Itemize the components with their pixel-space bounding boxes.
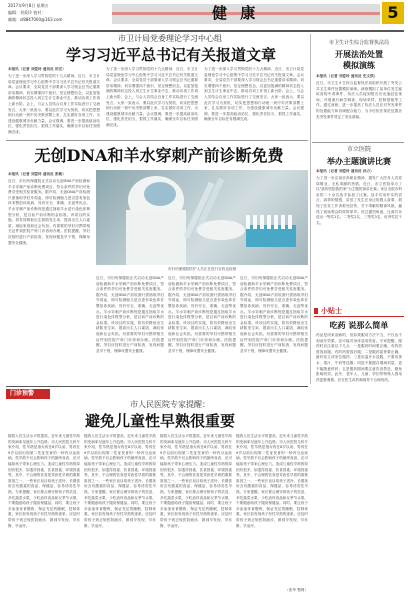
tip-marker-icon [314,308,318,314]
tip-label-box [314,306,404,317]
sidebar-a-headline-2: 模拟演练 [343,60,375,70]
bottom-headline: 避免儿童性早熟很重要 [84,412,235,430]
sidebar-b-body: 为了进一步弘扬崇高职业精神，激发广大医务人员爱岗敬业、无私奉献的热情，近日，市立医院举办了以"我的医院我的家"为主题的演讲比赛。来自全院各科室的二十余名选手参加了比赛。选手们用朴实的语言、真挚的情感，讲述了发生在身边的感人故事，展现了医务工作者救死扶伤、甘于奉献的精神风貌，赢得了现场观众的阵阵掌声。经过激烈角逐，比赛共评选出一等奖1名、二等奖2名、三等奖3名、优秀奖若干名。 [316,176,402,225]
section-title: 健 康 [212,4,260,22]
editor-line: 编辑：刘爱玲 校对： [8,10,46,15]
tip-headline: 吃药 说那么简单 [329,320,389,330]
article2-photo-caption: 市妇幼保健院医护人员正在进行实验室检测 [167,267,237,271]
tip-label: 小贴士 [321,307,342,315]
bottom-body-col3: 随着人们生活水平的提高，近年来儿童性早熟的发病率呈逐年上升趋势。市人民医院儿科专家介绍，性早熟是指女孩在8岁以前、男孩在9岁以前出现第二性征发育的一种内分泌疾病。性早熟不仅会影响孩子的最终身高，还可能给孩子带来心理压力。造成儿童性早熟的原因有很多，如遗传因素、饮食因素、环境因素等。其中，不合理的饮食是导致性早熟的重要原因之一。一些家长盲目给孩子进补，长期食用含有激素的食品、保健品，容易诱发性早熟。专家提醒，家长要合理安排孩子的饮食，多吃蔬菜水果，少吃油炸食品和反季节水果，不要随意给孩子服用保健品。同时，要让孩子多参加体育锻炼，保证充足的睡眠，控制体重。家长如发现孩子有性早熟的迹象，应及时带孩子到正规医院就诊，做到早发现、早诊断、早治疗。 [160,434,232,528]
masthead [0,0,408,32]
sidebar-b-kicker: 市立医院 [346,146,371,153]
email-line: 邮箱：sl8847000@163.com [8,17,63,22]
sidebar-a-headline-1: 开展法治处置 [335,49,383,59]
sidebar-a-byline: 本报讯（记者 刘爱玲 通讯员 史文凯） [316,74,378,78]
bottom-body-col4: 随着人们生活水平的提高，近年来儿童性早熟的发病率呈逐年上升趋势。市人民医院儿科专家介绍，性早熟是指女孩在8岁以前、男孩在9岁以前出现第二性征发育的一种内分泌疾病。性早熟不仅会影响孩子的最终身高，还可能给孩子带来心理压力。造成儿童性早熟的原因有很多，如遗传因素、饮食因素、环境因素等。其中，不合理的饮食是导致性早熟的重要原因之一。一些家长盲目给孩子进补，长期食用含有激素的食品、保健品，容易诱发性早熟。专家提醒，家长要合理安排孩子的饮食，多吃蔬菜水果，少吃油炸食品和反季节水果，不要随意给孩子服用保健品。同时，要让孩子多参加体育锻炼，保证充足的睡眠，控制体重。家长如发现孩子有性早熟的迹象，应及时带孩子到正规医院就诊，做到早发现、早诊断、早治疗。 [236,434,308,528]
article2-photo [96,170,308,265]
bottom-section-label: 门诊预警 [10,390,35,397]
bottom-body-col1: 随着人们生活水平的提高，近年来儿童性早熟的发病率呈逐年上升趋势。市人民医院儿科专家介绍，性早熟是指女孩在8岁以前、男孩在9岁以前出现第二性征发育的一种内分泌疾病。性早熟不仅会影响孩子的最终身高，还可能给孩子带来心理压力。造成儿童性早熟的原因有很多，如遗传因素、饮食因素、环境因素等。其中，不合理的饮食是导致性早熟的重要原因之一。一些家长盲目给孩子进补，长期食用含有激素的食品、保健品，容易诱发性早熟。专家提醒，家长要合理安排孩子的饮食，多吃蔬菜水果，少吃油炸食品和反季节水果，不要随意给孩子服用保健品。同时，要让孩子多参加体育锻炼，保证充足的睡眠，控制体重。家长如发现孩子有性早熟的迹象，应及时带孩子到正规医院就诊，做到早发现、早诊断、早治疗。 [8,434,80,528]
sidebar-a-kicker: 市卫生计生综合监督执法局 [328,40,389,46]
bottom-editor: （张华 整理） [285,588,308,592]
divider-1 [6,140,308,141]
article1-byline: 本报讯（记者 刘爱玲 通讯员 田宏） [8,67,66,71]
tip-body: 药品是用来治病的，但如果服用方法不当，不仅达不到治疗效果，还可能对身体造成伤害。专家提醒，服药时应注意以下几点：一是服药时间要正确，有的药需饭前服，有的药需饭后服；二是服药姿势要正确，最好站立或坐位服药；三是用温开水送服，不要用茶水、果汁、牛奶等送服；四是不要擅自增减剂量，更不能随意停药；五是服药期间要注意饮食禁忌，避免影响药效。此外，老年人、儿童、孕妇等特殊人群用药更要谨慎，应在医生或药师指导下合理用药。 [316,333,402,382]
article2-headline: 无创DNA和羊水穿刺产前诊断免费 [34,146,284,165]
article1-kicker: 市卫计局党委理论学习中心组 [118,34,222,43]
masthead-rule [6,30,404,32]
article2-body-col4: 近日，市妇幼保健院正式启动无创DNA产前检测和羊水穿刺产前诊断免费项目，符合条件的孕妇可免费享受相关检查服务。据介绍，无创DNA产前检测只需抽取孕妇外周血，即可检测胎儿是否患有染色体非整倍体疾病，具有安全、准确、无创等优点。羊水穿刺产前诊断则是通过抽取羊水进行染色体核型分析，是目前产前诊断的金标准。该项目的实施，将有效降低出生缺陷发生率，提高出生人口素质，减轻家庭和社会负担。有需要的孕妇可携带相关证件到医院产科门诊咨询办理。医院提醒，孕妇应按时进行产前检查，发现问题及早干预，保障母婴安全健康。 [240,276,308,353]
article2-body-col2: 近日，市妇幼保健院正式启动无创DNA产前检测和羊水穿刺产前诊断免费项目，符合条件的孕妇可免费享受相关检查服务。据介绍，无创DNA产前检测只需抽取孕妇外周血，即可检测胎儿是否患有染色体非整倍体疾病，具有安全、准确、无创等优点。羊水穿刺产前诊断则是通过抽取羊水进行染色体核型分析，是目前产前诊断的金标准。该项目的实施，将有效降低出生缺陷发生率，提高出生人口素质，减轻家庭和社会负担。有需要的孕妇可携带相关证件到医院产科门诊咨询办理。医院提醒，孕妇应按时进行产前检查，发现问题及早干预，保障母婴安全健康。 [96,276,164,353]
article1-body-col2: 为了进一步深入学习贯彻党的十九大精神，近日，市卫计局党委理论学习中心组集中学习习近平总书记有关报道文章。会议要求，全局党员干部要深入学习领会总书记重要讲话精神，切实增强四个意识，坚定理想信念，以更加饱满的精神状态投入到卫生计生事业中去，推动各项工作再上新台阶。会上，与会人员结合自身工作实际进行了交流发言，大家一致表示，要以此次学习为契机，切实把思想和行动统一到中央决策部署上来，扎实做好各项工作，为建设健康城市贡献力量。会议强调，要进一步提高政治站位，强化责任担当，狠抓工作落实，确保全年目标任务圆满完成。 [106,67,198,127]
article1-headline: 学习习近平总书记有关报道文章 [65,46,276,64]
article1-body-col3: 为了进一步深入学习贯彻党的十九大精神，近日，市卫计局党委理论学习中心组集中学习习近平总书记有关报道文章。会议要求，全局党员干部要深入学习领会总书记重要讲话精神，切实增强四个意识，坚定理想信念，以更加饱满的精神状态投入到卫生计生事业中去，推动各项工作再上新台阶。会上，与会人员结合自身工作实际进行了交流发言，大家一致表示，要以此次学习为契机，切实把思想和行动统一到中央决策部署上来，扎实做好各项工作，为建设健康城市贡献力量。会议强调，要进一步提高政治站位，强化责任担当，狠抓工作落实，确保全年目标任务圆满完成。 [204,67,304,122]
article2-body-col1: 近日，市妇幼保健院正式启动无创DNA产前检测和羊水穿刺产前诊断免费项目，符合条件的孕妇可免费享受相关检查服务。据介绍，无创DNA产前检测只需抽取孕妇外周血，即可检测胎儿是否患有染色体非整倍体疾病，具有安全、准确、无创等优点。羊水穿刺产前诊断则是通过抽取羊水进行染色体核型分析，是目前产前诊断的金标准。该项目的实施，将有效降低出生缺陷发生率，提高出生人口素质，减轻家庭和社会负担。有需要的孕妇可携带相关证件到医院产科门诊咨询办理。医院提醒，孕妇应按时进行产前检查，发现问题及早干预，保障母婴安全健康。 [8,179,90,245]
sidebar-a-body: 近日，市卫生计生综合监督执法局组织开展了突发公共卫生事件处置模拟演练。演练模拟了某单位发生疑似食物中毒事件，执法人员接到报告后迅速赶赴现场，开展流行病学调查、现场采样、控制措施等工作。通过演练，进一步提高了执法人员应对突发事件的处置能力和协调配合能力，为今后依法规范处置各类突发事件奠定了坚实基础。 [316,81,402,119]
divider-3 [6,386,308,387]
article1-body-col1: 为了进一步深入学习贯彻党的十九大精神，近日，市卫计局党委理论学习中心组集中学习习近平总书记有关报道文章。会议要求，全局党员干部要深入学习领会总书记重要讲话精神，切实增强四个意识，坚定理想信念，以更加饱满的精神状态投入到卫生计生事业中去，推动各项工作再上新台阶。会上，与会人员结合自身工作实际进行了交流发言，大家一致表示，要以此次学习为契机，切实把思想和行动统一到中央决策部署上来，扎实做好各项工作，为建设健康城市贡献力量。会议强调，要进一步提高政治站位，强化责任担当，狠抓工作落实，确保全年目标任务圆满完成。 [8,74,100,134]
page-number: 5 [382,2,404,24]
lab-scene-illustration [96,170,308,265]
bottom-body-col2: 随着人们生活水平的提高，近年来儿童性早熟的发病率呈逐年上升趋势。市人民医院儿科专家介绍，性早熟是指女孩在8岁以前、男孩在9岁以前出现第二性征发育的一种内分泌疾病。性早熟不仅会影响孩子的最终身高，还可能给孩子带来心理压力。造成儿童性早熟的原因有很多，如遗传因素、饮食因素、环境因素等。其中，不合理的饮食是导致性早熟的重要原因之一。一些家长盲目给孩子进补，长期食用含有激素的食品、保健品，容易诱发性早熟。专家提醒，家长要合理安排孩子的饮食，多吃蔬菜水果，少吃油炸食品和反季节水果，不要随意给孩子服用保健品。同时，要让孩子多参加体育锻炼，保证充足的睡眠，控制体重。家长如发现孩子有性早熟的迹象，应及时带孩子到正规医院就诊，做到早发现、早诊断、早治疗。 [84,434,156,528]
sidebar-b-headline: 举办主题演讲比赛 [327,156,391,166]
article2-byline: 本报讯（记者 刘爱玲 通讯员 张敏） [8,172,66,176]
divider-2 [312,142,404,143]
article2-body-col3: 近日，市妇幼保健院正式启动无创DNA产前检测和羊水穿刺产前诊断免费项目，符合条件的孕妇可免费享受相关检查服务。据介绍，无创DNA产前检测只需抽取孕妇外周血，即可检测胎儿是否患有染色体非整倍体疾病，具有安全、准确、无创等优点。羊水穿刺产前诊断则是通过抽取羊水进行染色体核型分析，是目前产前诊断的金标准。该项目的实施，将有效降低出生缺陷发生率，提高出生人口素质，减轻家庭和社会负担。有需要的孕妇可携带相关证件到医院产科门诊咨询办理。医院提醒，孕妇应按时进行产前检查，发现问题及早干预，保障母婴安全健康。 [168,276,236,353]
date-line: 2017年9月8日 星期五 [8,3,49,8]
sidebar-b-byline: 本报讯（记者 刘爱玲 通讯员 孙力） [316,169,374,173]
sidebar-rule [310,34,311,384]
bottom-kicker: 市人民医院专家提醒： [130,400,210,409]
bottom-section-label-box [6,389,50,399]
